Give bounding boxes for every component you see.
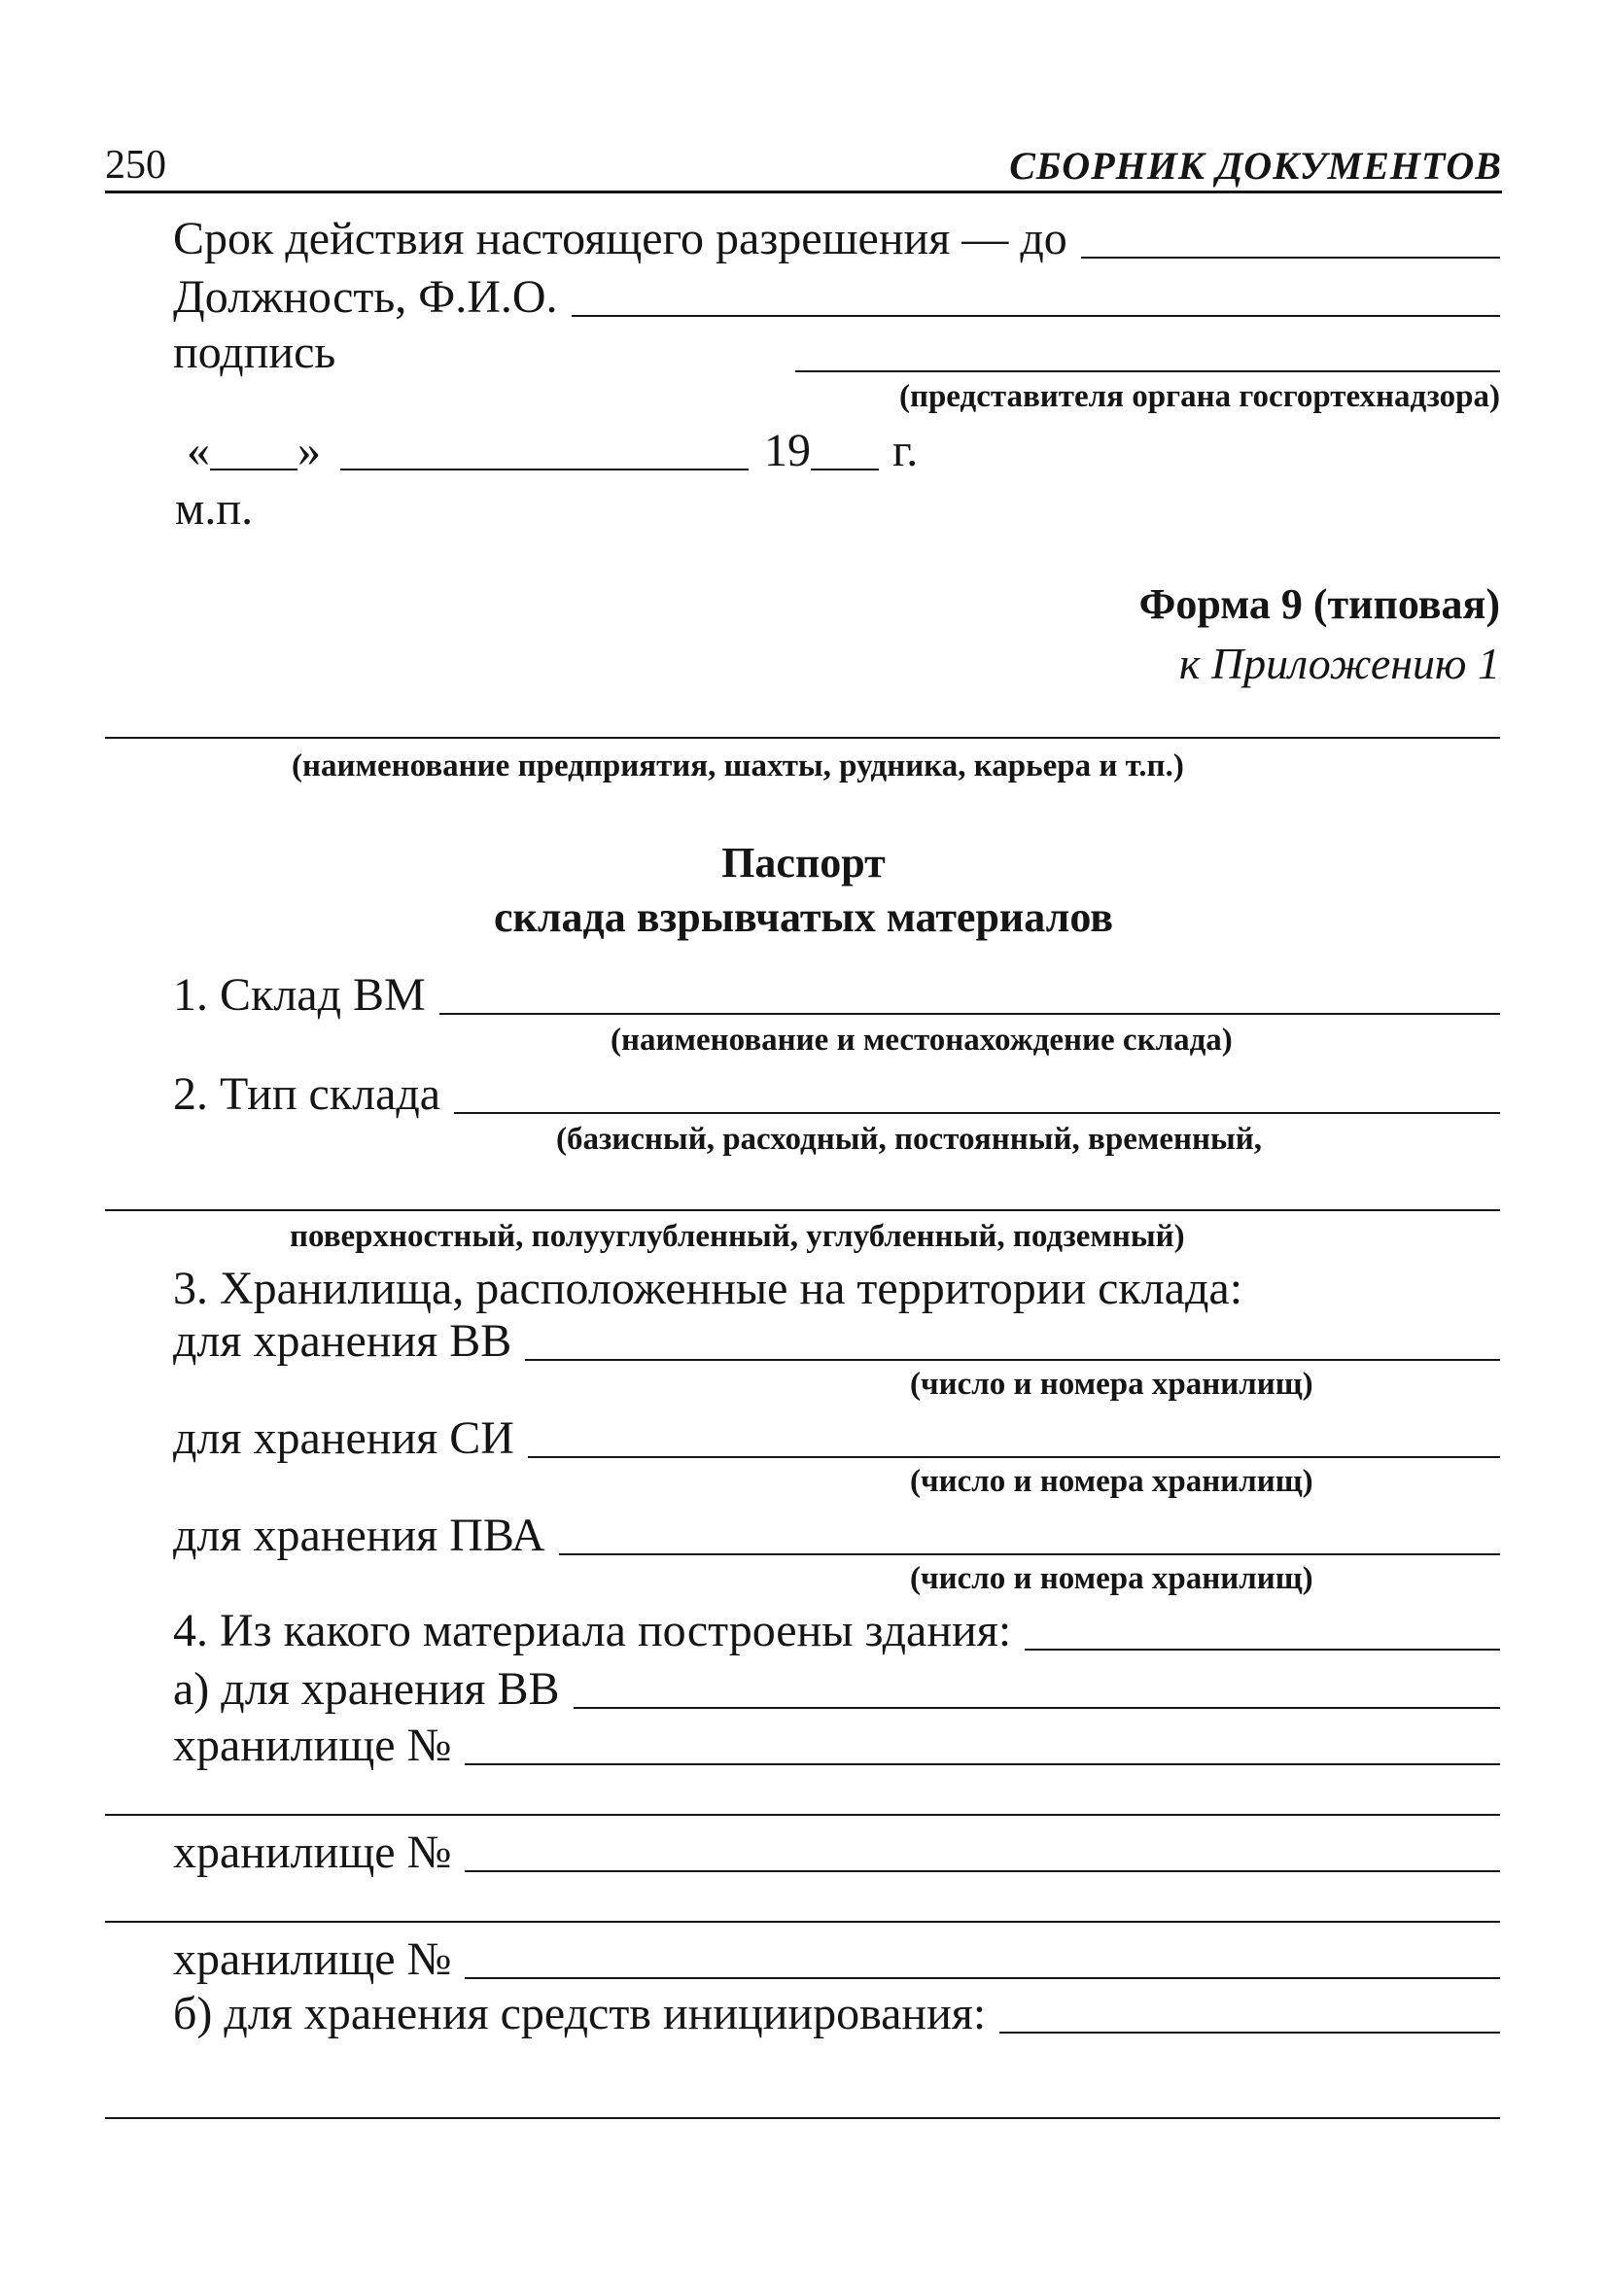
validity-field[interactable] bbox=[1081, 218, 1500, 259]
item-4-field[interactable] bbox=[1025, 1610, 1500, 1651]
stamp-line bbox=[175, 482, 253, 536]
form-number: Форма 9 (типовая) bbox=[1138, 580, 1500, 628]
item-2-caption-2: поверхностный, полууглубленный, углубленный, подземный) bbox=[290, 1219, 1185, 1254]
storage-no-1-continued[interactable] bbox=[105, 1814, 1500, 1816]
item-4-label: 4. Из какого материала построены здания: bbox=[173, 1605, 1012, 1656]
item-1-line bbox=[173, 968, 1500, 1022]
storage-pva-line bbox=[173, 1509, 1500, 1562]
storage-pva-caption: (число и номера хранилищ) bbox=[910, 1561, 1313, 1596]
item-3-heading bbox=[173, 1262, 1242, 1315]
signature-line bbox=[173, 326, 1500, 379]
page-header bbox=[105, 136, 1502, 193]
item-4a-label: а) для хранения ВВ bbox=[173, 1663, 560, 1715]
signature-label: подпись bbox=[173, 327, 336, 378]
item-4b-field[interactable] bbox=[999, 1993, 1500, 2034]
date-year-field[interactable] bbox=[811, 430, 879, 470]
item-2-label: 2. Тип склада bbox=[173, 1068, 441, 1120]
item-2-field[interactable] bbox=[454, 1073, 1500, 1114]
position-label: Должность, Ф.И.О. bbox=[173, 271, 558, 323]
item-2-caption-1: (базисный, расходный, постоянный, временный, bbox=[556, 1122, 1263, 1157]
date-century: 19 bbox=[764, 425, 811, 476]
item-4b-field-continued[interactable] bbox=[105, 2117, 1500, 2119]
validity-label: Срок действия настоящего разрешения — до bbox=[173, 213, 1067, 264]
item-3-heading-text: 3. Хранилища, расположенные на территории склада: bbox=[173, 1263, 1243, 1314]
page-number: 250 bbox=[105, 143, 166, 188]
storage-si-field[interactable] bbox=[528, 1417, 1500, 1458]
date-open-quote: « bbox=[187, 425, 210, 476]
storage-pva-label: для хранения ПВА bbox=[173, 1510, 545, 1561]
storage-si-caption: (число и номера хранилищ) bbox=[910, 1464, 1313, 1499]
passport-subtitle: склада взрывчатых материалов bbox=[493, 893, 1114, 941]
item-4b-line bbox=[173, 1987, 1500, 2040]
stamp-label: м.п. bbox=[175, 483, 254, 535]
date-line bbox=[187, 424, 918, 477]
signature-field[interactable] bbox=[795, 331, 1500, 372]
position-field[interactable] bbox=[572, 276, 1500, 317]
date-month-field[interactable] bbox=[340, 430, 749, 470]
item-4a-line bbox=[173, 1662, 1500, 1716]
passport-title: Паспорт bbox=[721, 839, 886, 887]
storage-bb-label: для хранения ВВ bbox=[173, 1315, 512, 1367]
storage-si-label: для хранения СИ bbox=[173, 1412, 514, 1464]
storage-no-3-line bbox=[173, 1932, 1500, 1986]
item-1-field[interactable] bbox=[439, 974, 1500, 1015]
position-line bbox=[173, 270, 1500, 324]
item-4b-label: б) для хранения средств инициирования: bbox=[173, 1988, 987, 2039]
storage-no-3-field[interactable] bbox=[465, 1938, 1500, 1979]
storage-no-2-continued[interactable] bbox=[105, 1921, 1500, 1923]
item-4-line bbox=[173, 1604, 1500, 1657]
running-title: СБОРНИК ДОКУМЕНТОВ bbox=[1009, 144, 1502, 188]
item-1-caption: (наименование и местонахождение склада) bbox=[611, 1023, 1233, 1058]
form-appendix: к Приложению 1 bbox=[1178, 639, 1500, 688]
validity-line bbox=[173, 212, 1500, 265]
item-2-line bbox=[173, 1067, 1500, 1121]
storage-si-line bbox=[173, 1411, 1500, 1465]
storage-no-1-label: хранилище № bbox=[173, 1720, 452, 1771]
organization-field[interactable] bbox=[105, 737, 1500, 739]
storage-no-2-line bbox=[173, 1826, 1500, 1879]
storage-no-3-label: хранилище № bbox=[173, 1933, 452, 1985]
storage-pva-field[interactable] bbox=[559, 1514, 1500, 1555]
storage-no-1-line bbox=[173, 1719, 1500, 1772]
storage-bb-field[interactable] bbox=[525, 1320, 1500, 1361]
signature-caption: (представителя органа госгортехнадзора) bbox=[898, 379, 1500, 414]
storage-bb-line bbox=[173, 1314, 1500, 1368]
date-day-field[interactable] bbox=[210, 430, 297, 470]
storage-no-2-label: хранилище № bbox=[173, 1826, 452, 1878]
date-close-quote: » bbox=[297, 425, 321, 476]
item-1-label: 1. Склад ВМ bbox=[173, 969, 426, 1021]
storage-no-2-field[interactable] bbox=[465, 1831, 1500, 1872]
item-4a-field[interactable] bbox=[574, 1668, 1500, 1709]
organization-caption: (наименование предприятия, шахты, рудника, карьера и т.п.) bbox=[292, 748, 1184, 783]
item-2-field-continued[interactable] bbox=[105, 1209, 1500, 1211]
storage-bb-caption: (число и номера хранилищ) bbox=[910, 1367, 1313, 1402]
storage-no-1-field[interactable] bbox=[465, 1724, 1500, 1765]
date-year-suffix: г. bbox=[892, 425, 919, 476]
